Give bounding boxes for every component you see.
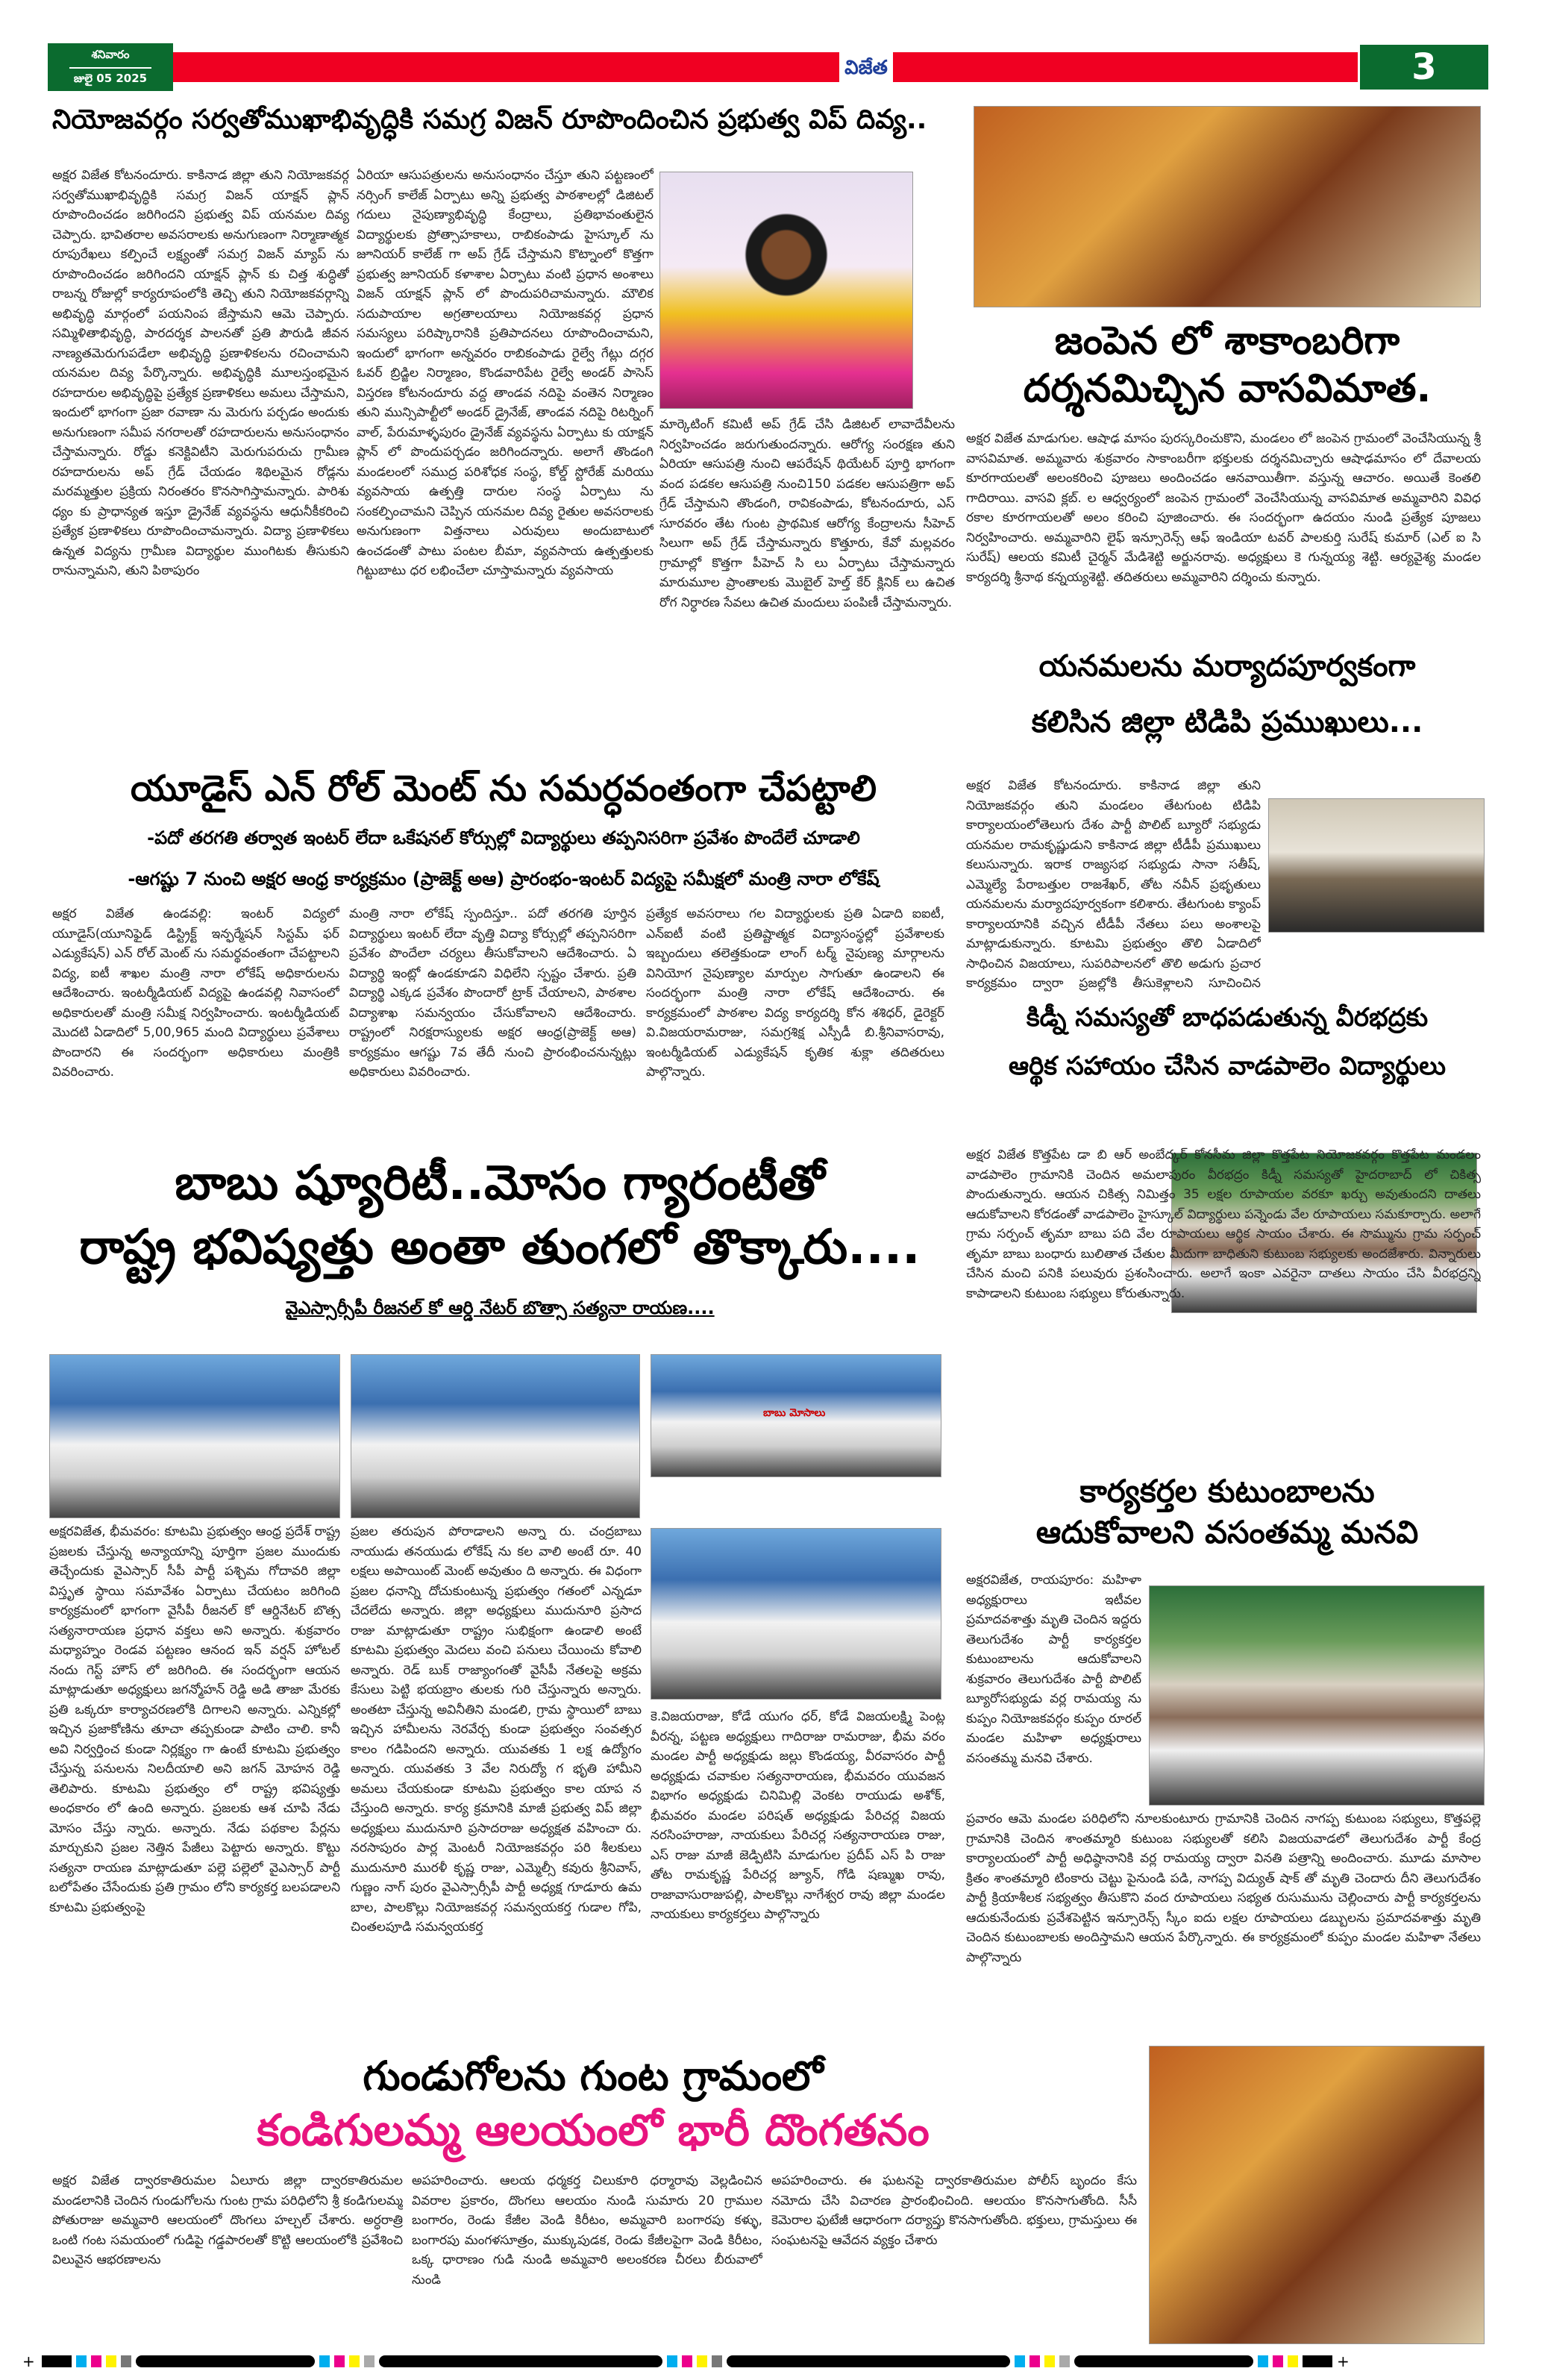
article1-col2: ఏరియా ఆసుపత్రులను అనుసంధానం చేస్తూ తుని పట్టణంలో నర్సింగ్ కాలేజ్ ఏర్పాటు అన్ని ప్రభుత్వ పాఠశాలల్లో డిజిటల్ గదులు నైపుణ్యాభివృద్ధి కేంద్రాలు, ప్రతిభావంతులైన విద్యార్థులకు ప్రోత్సాహకాలు, రాబికంపాడు హైస్కూల్ ను జూనియర్ కాలేజ్ గా అప్ గ్రేడ్ చేస్తామని కొట్నాంలో కొత్తగా ప్రభుత్వ జూనియర్ కళాశాల ఏర్పాటు వంటి ప్రధాన అంశాలు విజన్ యాక్షన్ ప్లాన్ లో పొందుపరిచామన్నారు. మౌలిక సదుపాయాల అగ్రతాలయాలు నియోజకవర్గ ప్రధాన సమస్యలు పరిష్కారానికి ప్రతిపాదనలు రూపొందించామని, ఇందులో భాగంగా అన్నవరం రాబికంపాడు రైల్వే గేట్లు దగ్గర ఓవర్ బ్రిడ్జిల నిర్మాణం, కొండవారిపేట రైల్వే అండర్ పాసెస్ విస్తరణ కోటనందూరు వద్ద తాండవ నదిపై వంతెన నిర్మాణం తుని మున్సిపాల్టీలో అండర్ డ్రైనేజ్, తాండవ నదిపై రిటర్నింగ్ వాల్, పేరుమాళ్ళపురం డ్రైనేజ్ వ్యవస్థను ఏర్పాటు కు యాక్షన్ ప్లాన్ లో పొందుపర్చడం జరిగిందన్నారు. అలాగే తొండంగి మండలంలో సముద్ర పరిశోధక సంస్థ, కోల్డ్ స్టోరేజ్ మరియు వ్యవసాయ ఉత్పత్తి దారుల సంస్థ ఏర్పాటు ను సంకల్పించామని చెప్పిన యనమల దివ్య రైతుల అవసరాలకు అనుగుణంగా విత్తనాలు ఎరువులు అందుబాటులో ఉంచడంతో పాటు పంటల బీమా, వ్యవసాయ ఉత్పత్తులకు గిట్టుబాటు ధర లభించేలా చూస్తామన్నారు వ్యవసాయ [357,168,654,578]
article5-photo-petition [1149,1585,1485,1806]
article8-col3: అపహరించారు. ఈ ఘటనపై ద్వారకాతిరుమల పోలీస్ బృందం కేసు నమోదు చేసి విచారణ ప్రారంభించింది. ఆలయం కొనసాగుతోంది. సీసీ కెమెరాల ఫుటేజీ ఆధారంగా దర్యాప్తు కొనసాగుతోంది. భక్తులు, గ్రామస్తులు ఈ సంఘటనపై ఆవేదన వ్యక్తం చేశారు [771,2173,1137,2248]
article8-headline-1: గుండుగోలను గుంట గ్రామంలో [363,2052,824,2099]
page-number-box [1360,45,1488,90]
page-number: 3 [1411,46,1437,88]
article7-col2: ప్రజల తరుపున పోరాడాలని అన్నా రు. చంద్రబాబు నాయుడు తనయుడు లోకేష్ ను కల వాలి అంటే రూ. 40 లక్షలు అపాయింట్ మెంట్ అవుతుం ది అన్నారు. ఈ విధంగా ప్రజల ధనాన్ని దోచుకుంటున్న ప్రభుత్వం గతంలో ఎన్నడూ చేదలేదు అన్నారు. జిల్లా అధ్యక్షులు ముదునూరి ప్రసాద రాజు మాట్లాడుతూ రాష్ట్రం సుభిక్షంగా ఉండాలి అంటే కూటమి ప్రభుత్వం మెదలు వంచి పనులు చేయించు కోవాలి అన్నారు. రెడ్ బుక్ రాజ్యాంగంతో వైసీపీ నేతలపై అక్రమ కేసులు పెట్టి భయబ్రాం తులకు గురి చేస్తున్నారు అన్నారు. అంతటా చేస్తున్న అవినీతిని మండలి, గ్రామ స్థాయిలో బాబు ఇచ్చిన హామీలను నెరవేర్చ కుండా ప్రభుత్వం సంవత్సర కాలం గడిపిందని అన్నారు. యువతకు 1 లక్ష ఉద్యోగం అన్నారు. యువతకు 3 వేల నిరుద్యో గ భృతి హామీని అమలు చేయకుండా కూటమి ప్రభుత్వం కాల యాప న చేస్తుంది అన్నారు. కార్య క్రమానికి మాజీ ప్రభుత్వ విప్ జిల్లా అధ్యక్షులు ముదునూరి ప్రసాదరాజు అధ్యక్షత వహించా రు. నరసాపురం పార్ల మెంటరీ నియోజకవర్గం పరి శీలకులు ముదునూరి మురళీ కృష్ణ రాజు, ఎమ్మెల్సీ కవురు శ్రీనివాస్, గుణ్ణం నాగ్ పురం వైఎస్సార్సీపీ పార్టీ అధ్యక్ష గూడూరు ఉమ బాల, పాలకొల్లు నియోజకవర్గ సమన్వయకర్త గుడాల గోపి, చింతలపూడి సమన్వయకర్త [351,1524,642,1935]
masthead-logo [839,46,893,90]
article7-headline-2: రాష్ట్ర భవిష్యత్తు అంతా తుంగలో తొక్కారు.... [79,1220,921,1275]
article2-headline-1: జంపెన లో శాకాంబరిగా [1054,319,1400,363]
article6-col1: అక్షర విజేత ఉండవల్లి: ఇంటర్ విద్యలో యూడైస్(యూనిఫైడ్ డిస్ట్రిక్ట్ ఇన్ఫర్మేషన్ సిస్టమ్ ఫర్ ఎడ్యుకేషన్) ఎన్ రోల్ మెంట్ ను సమర్థవంతంగా చేపట్టాలని విద్య, ఐటీ శాఖల మంత్రి నారా లోకేష్ అధికారులను ఆదేశించారు. ఇంటర్మీడియట్ విద్యపై ఉండవల్లి నివాసంలో అధికారులతో మంత్రి సమీక్ష నిర్వహించారు. ఇంటర్మీడియట్ మొదటి ఏడాదిలో 5,00,965 మంది విద్యార్థులు ప్రవేశాలు పొందారని ఈ సందర్భంగా అధికారులు మంత్రికి వివరించారు. [52,906,339,1080]
article6-col2: మంత్రి నారా లోకేష్ స్పందిస్తూ.. పదో తరగతి పూర్తిన విద్యార్థులు ఇంటర్ లేదా వృత్తి విద్యా కోర్సుల్లో తప్పనిసరిగా ప్రవేశం పొందేలా చర్యలు తీసుకోవాలని ఆదేశించారు. ఏ విద్యార్థి ఇంట్లో ఉండకూడని విధిలేని స్పష్టం చేశారు. ప్రతి విద్యార్థి ఎక్కడ ప్రవేశం పొందారో ట్రాక్ చేయాలని, పాఠశాల విద్యాశాఖ సమన్వయం చేసుకోవాలని ఆదేశించారు. రాష్ట్రంలో నిరక్షరాస్యులకు అక్షర ఆంధ్ర(ప్రాజెక్ట్ అఆ) కార్యక్రమం ఆగష్టు 7వ తేదీ నుంచి ప్రారంభించనున్నట్లు అధికారులు వివరించారు. [349,906,636,1080]
masthead-date: జులై 05 2025 [73,72,148,85]
article8-photo-temple-police [1149,2046,1485,2344]
article7-photo-4 [651,1528,941,1700]
article7-photo-2 [351,1354,640,1518]
article6-col3: ప్రత్యేక అవసరాలు గల విద్యార్థులకు ప్రతి ఏడాది ఐఐటీ, ఎన్ఐటీ వంటి ప్రతిష్టాత్మక విద్యాసంస్థల్లో ప్రవేశాలకు ఇబ్బందులు తలెత్తకుండా లాంగ్ టర్మ్ నైపుణ్య మార్గాలను వినియోగ నైపుణ్యాల మార్పుల సాగుతూ ఉండాలని ఈ సందర్భంగా మంత్రి నారా లోకేష్ ఆదేశించారు. ఈ కార్యక్రమంలో పాఠశాల విద్య కార్యదర్శి కోన శశిధర్, డైరెక్టర్ వి.విజయరామరాజు, సమగ్రశిక్ష ఎస్పీడీ బి.శ్రీనివాసరావు, ఇంటర్మీడియట్ ఎడ్యుకేషన్ కృతిక శుక్లా తదితరులు పాల్గొన్నారు. [646,906,944,1080]
masthead-red-bar [172,52,1358,82]
logo-text: విజేత [844,57,888,79]
article5-headline-2: ఆదుకోవాలని వసంతమ్మ మనవి [1035,1514,1419,1550]
article7-col3: కె.విజయరాజు, కోడే యుగం ధర్, కోడే విజయలక్ష్మి పెంట్ల వీరన్న, పట్టణ అధ్యక్షులు గాదిరాజు రామరాజు, భీమ వరం మండల పార్టీ అధ్యక్షుడు జల్లు కొండయ్య, వీరవాసరం పార్టీ అధ్యక్షుడు చవాకుల సత్యనారాయణ, భీమవరం యువజన విభాగం అధ్యక్షుడు చినిమిల్లి వెంకట రాయుడు అశోక్, భీమవరం మండల పరిషత్ అధ్యక్షుడు పేరిచర్ల విజయ నరసింహరాజు, నాయకులు పేరిచర్ల సత్యనారాయణ రాజు, ఎస్ రాజు మాజీ జెడ్పిటిసి మాడుగుల ప్రదీప్ ఎస్ పి రాజు తోట రామకృష్ణ పేరిచర్ల జ్యూన్, గోడి షణ్ముఖ రావు, రాజావాసురాజుపల్లి, పాలకొల్లు నాగేశ్వర రావు జిల్లా మండల నాయకులు కార్యకర్తలు పాల్గొన్నారు [651,1709,945,1922]
article7-photo-banner: బాబు మోసాలు [763,1407,826,1419]
article8-headline-2: కండిగులమ్మ ఆలయంలో భారీ దొంగతనం [257,2105,930,2155]
article7-photo-3 [651,1354,941,1477]
article8-col2: అపహరించారు. ఆలయ ధర్మకర్త చిలుకూరి ధర్మారావు వెల్లడించిన వివరాల ప్రకారం, దొంగలు ఆలయం నుండి సుమారు 20 గ్రాముల బంగారం, రెండు కేజీల వెండి కిరీటం, అమ్మవారి బంగారపు కళ్ళు, బంగారపు మంగళసూత్రం, ముక్కుపుడక, రెండు కేజీలపైగా వెండి కిరీటం, ఒక్క ధారాణం గుడి నుండి అమ్మవారి అలంకరణ చీరలు బీరువాలో నుండి [412,2173,762,2287]
masthead-date-box [48,43,173,91]
article6-headline: యూడైస్ ఎన్ రోల్ మెంట్ ను సమర్ధవంతంగా చేపట్టాలి [130,768,877,809]
crosshair-icon: + [22,2352,35,2370]
article2-photo-temple-devotees [974,106,1481,307]
article6-subhead-1: -పదో తరగతి తర్వాత ఇంటర్ లేదా ఒకేషనల్ కోర్సుల్లో విద్యార్థులు తప్పనిసరిగా ప్రవేశం పొందేలే చూడాలి [147,827,860,848]
article3-headline-1: యనమలను మర్యాదపూర్వకంగా [1038,649,1416,683]
article8-col1: అక్షర విజేత ద్వారకాతిరుమల ఏలూరు జిల్లా ద్వారకాతిరుమల మండలానికి చెందిన గుండుగోలను గుంట గ్రామ పరిధిలోని శ్రీ కండిగులమ్మ పోతురాజు అమ్మవారి ఆలయంలో దొంగలు హల్చల్ చేశారు. అర్ధరాత్రి ఒంటి గంట సమయంలో గుడిపై గడ్డపారలతో కొట్టి ఆలయంలోకి ప్రవేశించి విలువైన ఆభరణాలను [52,2173,403,2267]
article1-headline: నియోజవర్గం సర్వతోముఖాభివృద్ధికి సమగ్ర విజన్ రూపొందించిన ప్రభుత్వ విప్ దివ్య.. [52,104,927,135]
article5-body-side: అక్షరవిజేత, రాయపూరం: మహిళా అధ్యక్షురాలు ఇటీవల ప్రమాదవశాత్తు మృతి చెందిన ఇద్దరు తెలుగుదేశం పార్టీ కార్యకర్తల కుటుంబాలను ఆదుకోవాలని శుక్రవారం తెలుగుదేశం పార్టీ పొలిట్ బ్యూరోసభ్యుడు వర్ల రామయ్య ను కుప్పం నియోజకవర్గం కుప్పం రూరల్ మండల మహిళా అధ్యక్షురాలు వసంతమ్మ మనవి చేశారు. [966,1573,1141,1766]
article4-body: అక్షర విజేత కొత్తపేట డా బి ఆర్ అంబేద్కర్ కోనసీమ జిల్లా కొత్తపేట నియోజకవర్గం కొత్తపేట మండలం వాడపాలెం గ్రామానికి చెందిన అమలాపురం వీరభద్రం కిడ్నీ సమస్యతో హైదరాబాద్ లో చికిత్స పొందుతున్నారు. ఆయన చికిత్స నిమిత్తం 35 లక్షల రూపాయల వరకూ ఖర్చు అవుతుందని దాతలు ఆదుకోవాలని కోరడంతో వాడపాలెం హైస్కూల్ విద్యార్థులు పన్నెండు వేల రూపాయలు సమకూర్చారు. అలాగే గ్రామ సర్పంచ్ తృమా బాబు పది వేల రూపాయలు ఆర్థిక సాయం చేశారు. ఈ సొమ్మును గ్రామ సర్పంచ్ తృమా బాబు బంధారు బులితాత చేతుల మీదుగా బాధితుని కుటుంబ సభ్యులకు అందజేశారు. విన్నారులు చేసిన మంచి పనికి పలువురు ప్రశంసించారు. అలాగే ఇంకా ఎవరైనా దాతలు సాయం చేసి వీరభద్రన్ని కాపాడాలని కుటుంబ సభ్యులు కోరుతున్నారు. [966,1147,1481,1301]
article5-headline-1: కార్యకర్తల కుటుంబాలను [1079,1473,1375,1509]
crosshair-icon: + [1337,2352,1350,2370]
article7-photo-1 [49,1354,340,1518]
article2-headline-2: దర్శనమిచ్చిన వాసవిమాత. [1023,366,1432,411]
article4-headline-2: ఆర్థిక సహాయం చేసిన వాడపాలెం విద్యార్థులు [1008,1051,1446,1081]
article7-subhead: వైఎస్సార్సీపీ రీజనల్ కో ఆర్డి నేటర్ బొత్సా సత్యనా రాయణ.... [285,1297,715,1318]
article7-headline-1: బాబు ష్యూరిటీ..మోసం గ్యారంటీతో [175,1156,825,1211]
article3-headline-2: కలిసిన జిల్లా టిడిపి ప్రముఖులు... [1031,705,1423,739]
printer-registration-marks [22,2350,1522,2373]
article5-body-full: ప్రవారం ఆమె మండల పరిధిలోని నూలకుంటూరు గ్రామానికి చెందిన నాగప్ప కుటుంబ సభ్యులు, కొత్తపల్లె గ్రామానికి చెందిన శాంతమ్మారి కుటుంబ సభ్యులతో కలిసి విజయవాడలో తెలుగుదేశం పార్టీ కేంద్ర కార్యాలయంలో పార్టీ అధిష్ఠానానికి వర్ల రామయ్య ద్వారా వినతి పత్రాన్ని అందించారు. మూడు మాసాల క్రితం శాంతమ్మారి టింకారు చెట్టు పైనుండి పడి, నాగప్ప విద్యుత్ షాక్ తో మృతి చెందారు దీని తెలుగుదేశం పార్టీ క్రియాశీలక సభ్యత్వం తీసుకొని వంద రూపాయలు సభ్యత రుసుమును చెల్లించారు పార్టీ కార్యకర్తలను ఆదుకునేందుకు ప్రవేశపెట్టిన ఇన్సూరెన్స్ స్కీం ఐదు లక్షల రూపాయలు డబ్బులను ప్రమాదవశాత్తు మృతి చెందిన కుటుంబాలకు అందిస్తామని ఆయన పేర్కొన్నారు. ఈ కార్యక్రమంలో కుప్పం మండల మహిళా నేతలు పాల్గొన్నారు [966,1811,1481,1965]
article7-col1: అక్షరవిజేత, భీమవరం: కూటమి ప్రభుత్వం ఆంధ్ర ప్రదేశ్ రాష్ట్ర ప్రజలకు చేస్తున్న అన్యాయాన్ని పూర్తిగా ప్రజల ముందుకు తెచ్చేందుకు వైఎస్సార్ సీపీ పార్టీ పశ్చిమ గోదావరి జిల్లా విస్తృత స్థాయి సమావేశం ఏర్పాటు చేయటం జరిగింది కార్యక్రమంలో భాగంగా వైసీపీ రీజనల్ కో ఆర్డినేటర్ బొత్స సత్యనారాయణ ప్రధాన వక్తలు అని అన్నారు. శుక్రవారం మధ్యాహ్నం రెండవ పట్టణం ఆనంద ఇన్ వర్షన్ హోటల్ నందు గెస్ట్ హౌస్ లో జరిగింది. ఈ సందర్భంగా ఆయన మాట్లాడుతూ అధ్యక్షులు జగన్మోహన్ రెడ్డి అడి తాజా మేరకు ప్రతి ఒక్కరూ కార్యాచరణలోకి దిగాలని అన్నారు. ఎన్నికల్లో ఇచ్చిన ప్రజాకోణిను తూచా తప్పకుండా పాటిం చాలి. కానీ అవి నిర్వర్తించ కుండా నిర్లక్ష్యం గా ఉంటే కూటమి ప్రభుత్వం చేస్తున్న పనులను నిలదీయాలి అని జగన్ మోహన రెడ్డి తెలిపారు. కూటమి ప్రభుత్వం లో రాష్ట్ర భవిష్యత్తు అంధకారం లో ఉంది అన్నారు. ప్రజలకు ఆశ చూపి నేడు మోసం చేస్తు న్నారు. అన్నారు. నేడు పథకాల పేర్లను మార్చుకుని ప్రజల నెత్తిన పేజీలు పెట్టారు అన్నారు. కొట్టు సత్యనా రాయణ మాట్లాడుతూ పల్లె పల్లెలో వైఎస్సార్ పార్టీ బలోపేతం చేసేందుకు ప్రతి గ్రామం లోని కార్యకర్త బలపడాలని కూటమి ప్రభుత్వంపై [49,1524,340,1915]
article1-col1: అక్షర విజేత కోటనందూరు. కాకినాడ జిల్లా తుని నియోజకవర్గ సర్వతోముఖాభివృద్ధికి సమగ్ర విజన్ యాక్షన్ ప్లాన్ రూపొందించడం జరిగిందని ప్రభుత్వ విప్ యనమల దివ్య చెప్పారు. భావితరాల అవసరాలకు అనుగుణంగా నిర్మాణాత్మక రూపురేఖలు కల్పించే లక్ష్యంతో సమగ్ర విజన్ మ్యాప్ ను రూపొందించడం జరిగిందని యాక్షన్ ప్లాన్ కు చిత్త శుద్ధితో రాబన్న రోజుల్లో కార్యరూపంలోకి తెచ్చి తుని నియోజకవర్గాన్ని అభివృద్ధి మార్గంలో పయనింప జేస్తామని ఆమె చెప్పారు. సమ్మిళితాభివృద్ధి, పారదర్శక పాలనతో ప్రతి పౌరుడి జీవన నాణ్యతమెరుగుపడేలా అభివృద్ధి ప్రణాళికలను రచించామని యనమల దివ్య పేర్కొన్నారు. అభివృద్ధికి మూలస్తంభమైన రహదారుల అభివృద్ధిపై ప్రత్యేక ప్రణాళికలు అమలు చేస్తామని, ఇందులో భాగంగా ప్రజా రవాణా ను మెరుగు పర్చడం అందుకు అనుగుణంగా సమీప నగరాలతో రహదారులను అనుసంధానం చేస్తామన్నారు. రోడ్డు కనెక్టివిటీని మెరుగుపరుచు గ్రామీణ రహదారులను అప్ గ్రేడ్ చేయడం శిథిలమైన రోడ్లను మరమ్మత్తుల ప్రక్రియ నిరంతరం కొనసాగిస్తామన్నారు. పారిశు ధ్యం కు ప్రాధాన్యత ఇస్తూ డ్రైనేజ్ వ్యవస్థను ఆధునీకీకరించి ప్రత్యేక ప్రణాళికలు రూపొందించామన్నారు. విద్యా ప్రణాళికలు ఉన్నత విద్యను గ్రామీణ విద్యార్థుల ముంగిటకు తీసుకుని రానున్నామని, తుని పిఠాపురం [52,168,349,578]
article1-col3: మార్కెటింగ్ కమిటీ అప్ గ్రేడ్ చేసి డిజిటల్ లావాదేవీలను నిర్వహించడం జరుగుతుందన్నారు. ఆరోగ్య సంరక్షణ తుని ఏరియా ఆసుపత్రి నుంచి ఆపరేషన్ థియేటర్ పూర్తి భాగంగా వంద పడకల ఆసుపత్రి నుంచి150 పడకల ఆసుపత్రిగా అప్ గ్రేడ్ చేస్తామని తొండంగి, రావికంపాడు, కోటనందూరు, ఎస్ సూరవరం తేట గుంట ప్రాథమిక ఆరోగ్య కేంద్రాలను సీహెచ్ సిలుగా అప్ గ్రేడ్ చేస్తామన్నారు కొత్తూరు, కేవో మల్లవరం గ్రామాల్లో కొత్తగా పీహెచ్ సి లు ఏర్పాటు చేస్తామన్నారు మారుమూల ప్రాంతాలకు మొబైల్ హెల్త్ కేర్ క్లినిక్ లు ఉచిత రోగ నిర్ధారణ సేవలు ఉచిత మందులు పంపిణీ చేస్తామన్నారు. [659,417,955,610]
article4-headline-1: కిడ్నీ సమస్యతో బాధపడుతున్న వీరభద్రకు [1026,1003,1429,1033]
masthead-day: శనివారం [91,48,130,61]
article6-subhead-2: -ఆగష్టు 7 నుంచి అక్షర ఆంధ్ర కార్యక్రమం (ప్రాజెక్ట్ అఆ) ప్రారంభం-ఇంటర్ విద్యపై సమీక్షలో మంత్రి నారా లోకేష్ [128,868,880,889]
article3-photo-meeting [1268,798,1485,933]
article1-photo-mla-divya [659,172,913,409]
article2-body: అక్షర విజేత మాడుగుల. ఆషాఢ మాసం పురస్కరించుకొని, మండలం లో జంపెన గ్రామంలో వెంచేసియున్న శ్రీ వాసవిమాత. అమ్మవారు శుక్రవారం సాకాంబరీగా భక్తులకు దర్శనమిచ్చారు ఆషాఢమాసం లో దేవాలయ కూరగాయలతో అలంకరించి పూజలు అందించడం ఆనవాయితీగా. వస్తున్న ఆచారం. అయితే కెంతలి గాదిరాయి. వాసవి క్లబ్. ల ఆధ్వర్యంలో జంపెన గ్రామంలో వెంచేసియున్న వాసవిమాత అమ్మవారిని వివిధ రకాల కూరగాయలతో అలం కరించి పూజించారు. ఈ సందర్భంగా ఉదయం నుండి ప్రత్యేక పూజలు నిర్వహించారు. అమ్మవారిని లైఫ్ ఇన్సూరెన్స్ ఆఫ్ ఇండియా టవర్ పాలకుర్తి సురేష్ కుమార్ (ఎల్ ఐ సి సురేష్) ఆలయ కమిటీ చైర్మన్ మేడిశెట్టి అర్జునరావు. అధ్యక్షులు కె గున్నయ్య శెట్టి. ఆర్యవైశ్య మండల కార్యదర్శి శ్రీనాథ కన్నయ్యశెట్టి. తదితరులు అమ్మవారిని దర్శించు కున్నారు. [966,431,1481,585]
article3-body: అక్షర విజేత కోటనందూరు. కాకినాడ జిల్లా తుని నియోజకవర్గం తుని మండలం తేటగుంట టిడిపి కార్యాలయంలోతెలుగు దేశం పార్టీ పొలిట్ బ్యూరో సభ్యుడు యనమల రామకృష్ణుడుని కాకినాడ జిల్లా టీడీపీ ప్రముఖులు కలుసున్నారు. ఇరాక రాజ్యసభ సభ్యుడు సానా సతీష్, ఎమ్మెల్యే పేరాబత్తుల రాజశేఖర్, తోట నవీన్ ప్రభృతులు యనమలను మర్యాదపూర్వకంగా కలిశారు. తేటగుంట క్యాంప్ కార్యాలయానికి వచ్చిన టీడీపీ నేతలు పలు అంశాలపై మాట్లాడుకున్నారు. కూటమి ప్రభుత్వం తొలి ఏడాదిలో సాధించిన విజయాలు, సుపరిపాలనలో తొలి అడుగు ప్రచార కార్యక్రమం ద్వారా ప్రజల్లోకి తీసుకెళ్లాలని సూచించిన [966,778,1261,991]
